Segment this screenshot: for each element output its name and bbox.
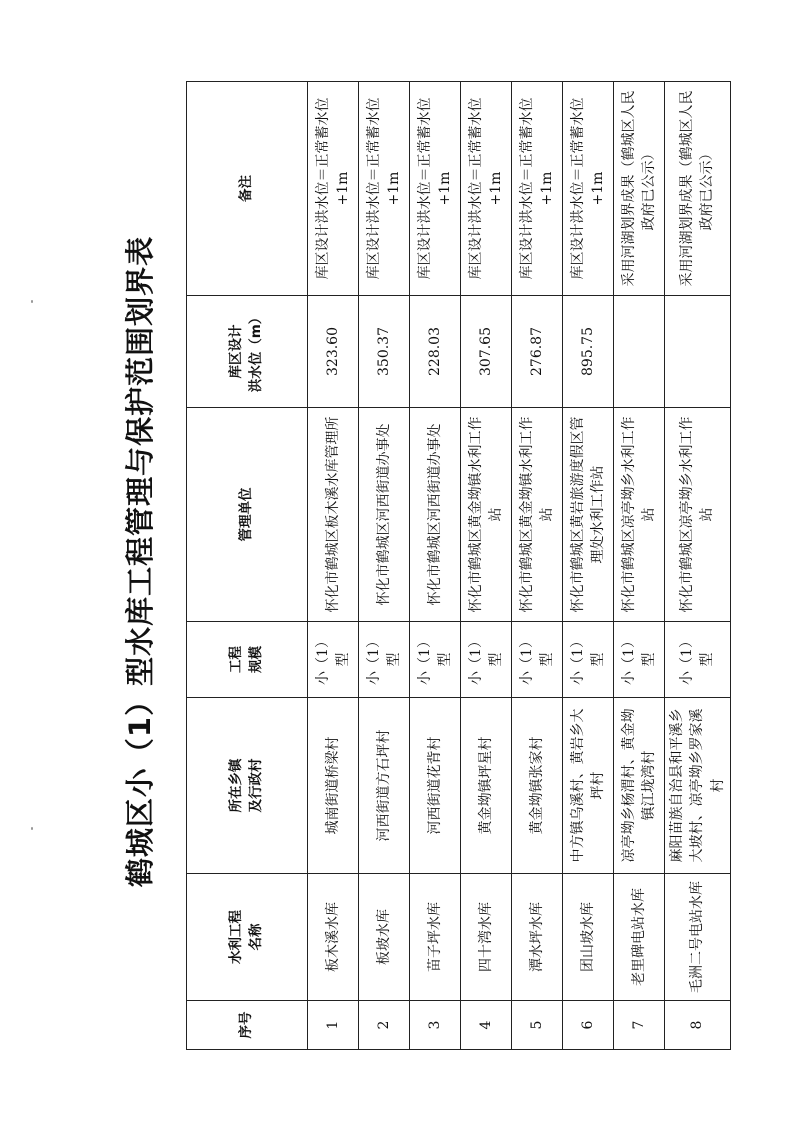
cell-town: 麻阳苗族自治县和平溪乡大坡村、凉亭坳乡罗家溪村 bbox=[665, 698, 731, 874]
header-remark: 备注 bbox=[187, 82, 308, 296]
cell-unit: 怀化市鹤城区黄金坳镇水利工作站 bbox=[512, 408, 563, 622]
cell-town: 凉亭坳乡杨渭村、黄金坳镇江垅湾村 bbox=[614, 698, 665, 874]
cell-remark: 库区设计洪水位＝正常蓄水位+1m bbox=[512, 82, 563, 296]
cell-unit: 怀化市鹤城区板木溪水库管理所 bbox=[308, 408, 359, 622]
header-town: 所在乡镇 及行政村 bbox=[187, 698, 308, 874]
cell-scale: 小（1）型 bbox=[665, 622, 731, 698]
table-header-row bbox=[187, 82, 308, 1050]
cell-name: 毛洲二号电站水库 bbox=[665, 874, 731, 1001]
table-row bbox=[308, 82, 359, 1050]
cell-town: 黄金坳镇坪星村 bbox=[461, 698, 512, 874]
cell-level: 307.65 bbox=[461, 296, 512, 408]
cell-remark: 库区设计洪水位＝正常蓄水位+1m bbox=[461, 82, 512, 296]
cell-no: 2 bbox=[359, 1001, 410, 1050]
cell-no: 1 bbox=[308, 1001, 359, 1050]
cell-level bbox=[665, 296, 731, 408]
cell-unit: 怀化市鹤城区黄岩旅游度假区管理处水利工作站 bbox=[563, 408, 614, 622]
cell-name: 板木溪水库 bbox=[308, 874, 359, 1001]
header-level: 库区设计 洪水位（m） bbox=[187, 296, 308, 408]
cell-remark: 采用河湖划界成果（鹤城区人民政府已公示） bbox=[665, 82, 731, 296]
cell-town: 黄金坳镇张家村 bbox=[512, 698, 563, 874]
boundary-table bbox=[186, 81, 731, 1050]
header-unit: 管理单位 bbox=[187, 408, 308, 622]
cell-town: 河西街道方石坪村 bbox=[359, 698, 410, 874]
cell-unit: 怀化市鹤城区河西街道办事处 bbox=[410, 408, 461, 622]
cell-scale: 小（1）型 bbox=[308, 622, 359, 698]
cell-remark: 库区设计洪水位＝正常蓄水位+1m bbox=[308, 82, 359, 296]
cell-no: 7 bbox=[614, 1001, 665, 1050]
cell-name: 苗子坪水库 bbox=[410, 874, 461, 1001]
cell-remark: 库区设计洪水位＝正常蓄水位+1m bbox=[359, 82, 410, 296]
table-row bbox=[512, 82, 563, 1050]
cell-town: 中方镇乌溪村、黄岩乡大坪村 bbox=[563, 698, 614, 874]
table-row bbox=[614, 82, 665, 1050]
cell-no: 3 bbox=[410, 1001, 461, 1050]
cell-scale: 小（1）型 bbox=[359, 622, 410, 698]
cell-town: 河西街道花背村 bbox=[410, 698, 461, 874]
header-name: 水利工程 名称 bbox=[187, 874, 308, 1001]
page-title: 鹤城区小（1）型水库工程管理与保护范围划界表 bbox=[123, 235, 157, 888]
header-scale: 工程 规模 bbox=[187, 622, 308, 698]
table-row bbox=[359, 82, 410, 1050]
cell-scale: 小（1）型 bbox=[614, 622, 665, 698]
cell-no: 5 bbox=[512, 1001, 563, 1050]
cell-unit: 怀化市鹤城区凉亭坳乡水利工作站 bbox=[665, 408, 731, 622]
cell-level bbox=[614, 296, 665, 408]
cell-level: 895.75 bbox=[563, 296, 614, 408]
cell-unit: 怀化市鹤城区河西街道办事处 bbox=[359, 408, 410, 622]
header-no: 序号 bbox=[187, 1001, 308, 1050]
table-row bbox=[410, 82, 461, 1050]
cell-unit: 怀化市鹤城区黄金坳镇水利工作站 bbox=[461, 408, 512, 622]
cell-no: 4 bbox=[461, 1001, 512, 1050]
table-row bbox=[665, 82, 731, 1050]
cell-level: 350.37 bbox=[359, 296, 410, 408]
cell-name: 板坡水库 bbox=[359, 874, 410, 1001]
scan-speck bbox=[31, 827, 33, 830]
cell-remark: 采用河湖划界成果（鹤城区人民政府已公示） bbox=[614, 82, 665, 296]
cell-level: 228.03 bbox=[410, 296, 461, 408]
cell-level: 323.60 bbox=[308, 296, 359, 408]
cell-level: 276.87 bbox=[512, 296, 563, 408]
table-row bbox=[461, 82, 512, 1050]
cell-name: 老里碑电站水库 bbox=[614, 874, 665, 1001]
cell-name: 团山坡水库 bbox=[563, 874, 614, 1001]
scan-speck bbox=[31, 300, 33, 303]
cell-scale: 小（1）型 bbox=[461, 622, 512, 698]
cell-scale: 小（1）型 bbox=[563, 622, 614, 698]
cell-name: 四十湾水库 bbox=[461, 874, 512, 1001]
cell-no: 6 bbox=[563, 1001, 614, 1050]
cell-scale: 小（1）型 bbox=[410, 622, 461, 698]
cell-town: 城南街道桥梁村 bbox=[308, 698, 359, 874]
cell-no: 8 bbox=[665, 1001, 731, 1050]
cell-remark: 库区设计洪水位＝正常蓄水位+1m bbox=[410, 82, 461, 296]
cell-remark: 库区设计洪水位＝正常蓄水位+1m bbox=[563, 82, 614, 296]
cell-name: 潭水坪水库 bbox=[512, 874, 563, 1001]
table-row bbox=[563, 82, 614, 1050]
cell-unit: 怀化市鹤城区凉亭坳乡水利工作站 bbox=[614, 408, 665, 622]
cell-scale: 小（1）型 bbox=[512, 622, 563, 698]
